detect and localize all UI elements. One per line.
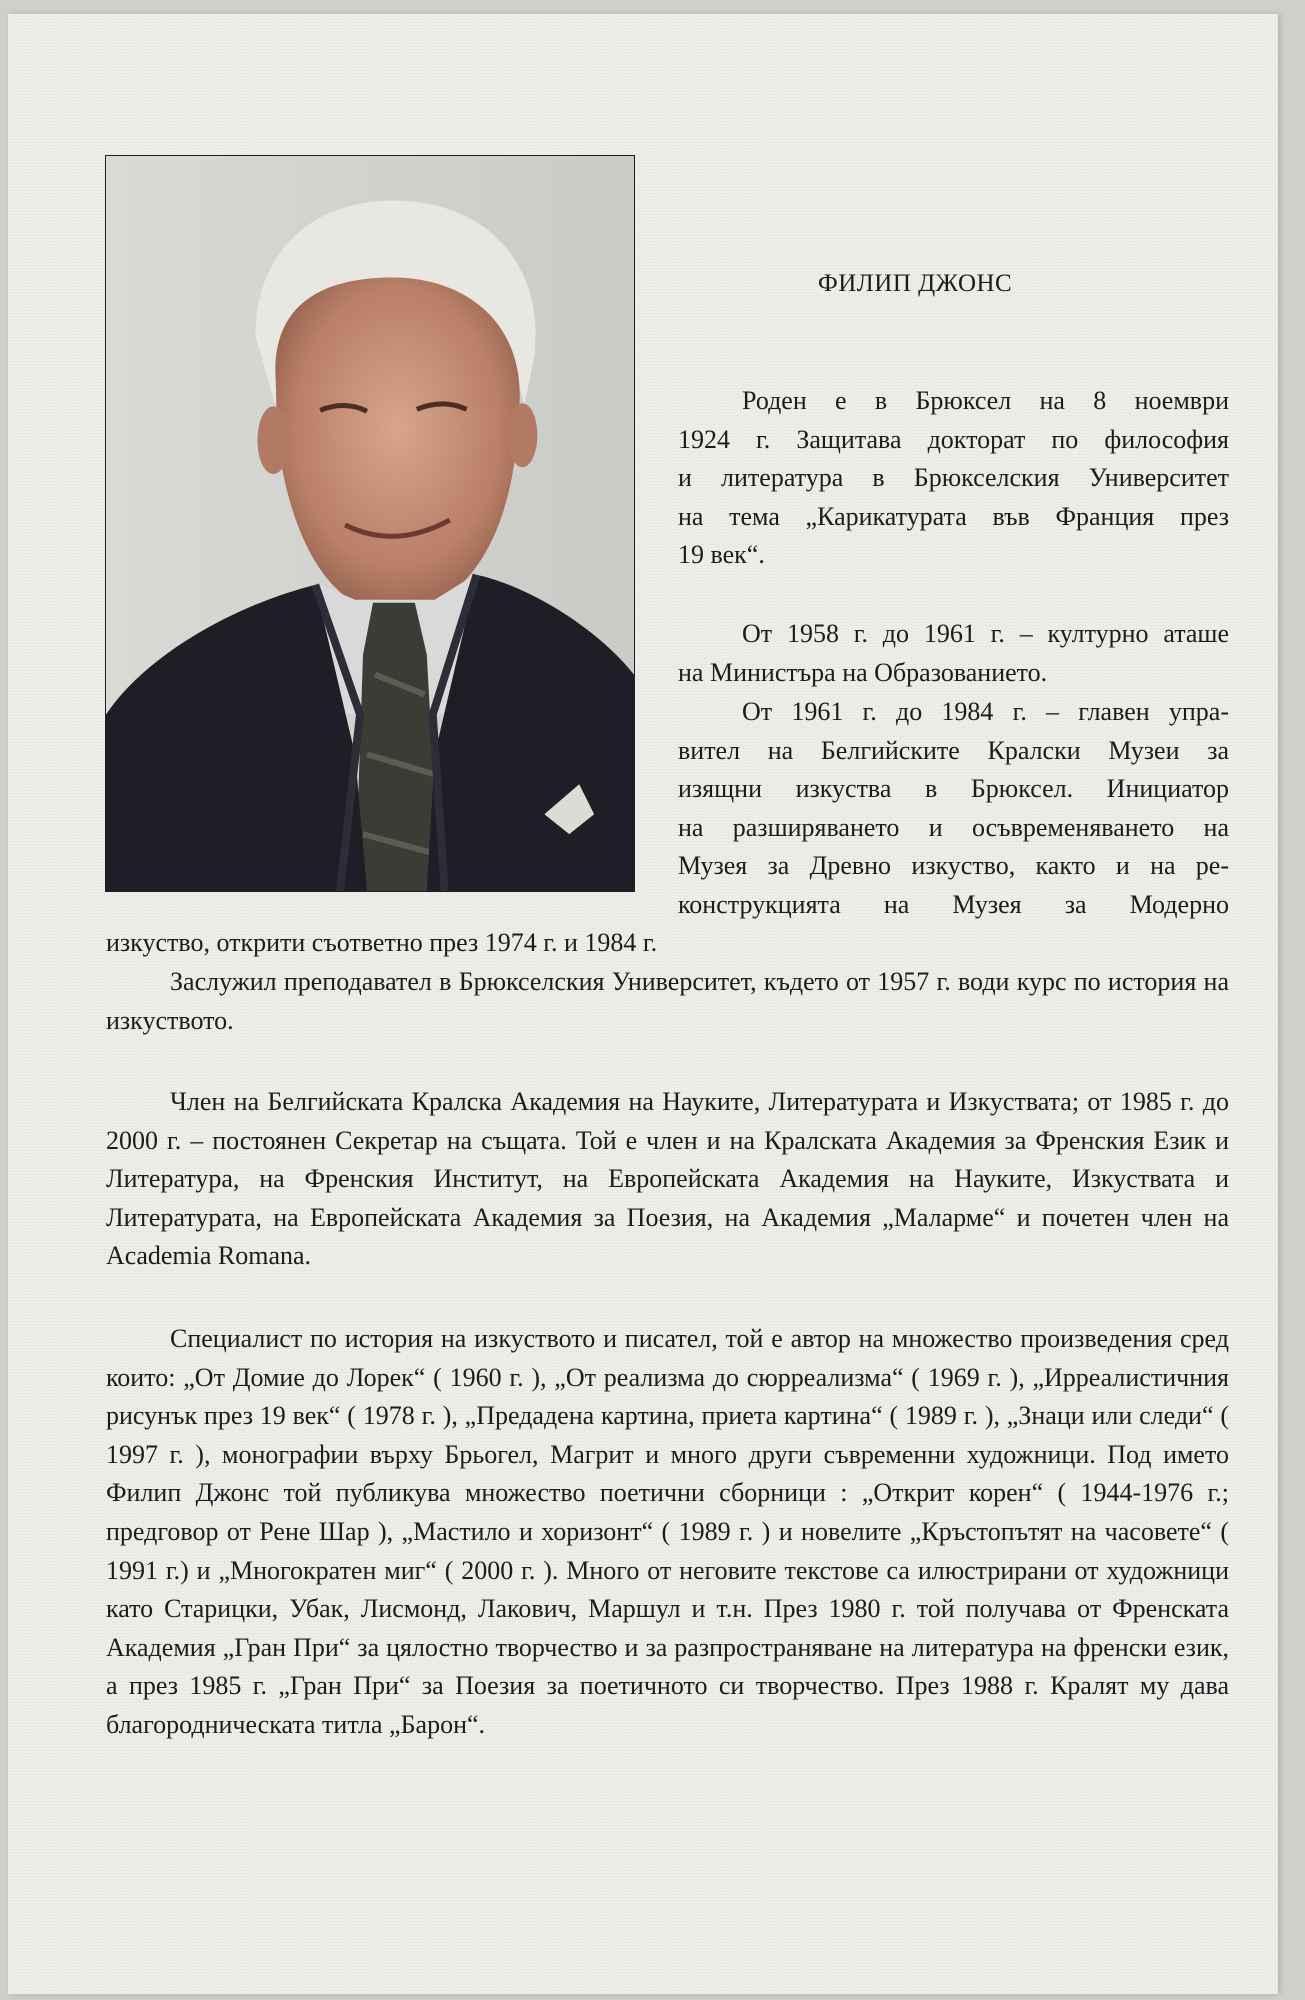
birth-paragraph [678,382,1229,575]
text-line: на тема „Карикатурата във Франция през [678,501,1229,531]
text-line: изкуство, открити съответно през 1974 г. и 1984 г. [106,928,658,957]
attache-paragraph [678,615,1229,692]
text-line: вител на Белгийските Кралски Музеи за [678,735,1229,765]
author-name-heading: ФИЛИП ДЖОНС [818,270,1013,297]
paragraph-text: Специалист по история на изкуството и писател, той е автор на множество произведения сред които: „От Домие до Лорек“ ( 1960 г. ), „От реализма до сюрреализма“ ( 1969 г. ), „Ирреалистичния рисунък през 19 век“ ( 1978 г. ), „Предадена картина, приета картина“ ( 1989 г. ), „Знаци или следи“ ( 1997 г. ), монографии върху Брьогел, Магрит и много други съвременни художници. Под името Филип Джонс той публикува множество поетични сборници : „Открит корен“ ( 1944-1976 г.; предговор от Рене Шар ), „Мастило и хоризонт“ ( 1989 г. ) и новелите „Кръстопътят на часовете“ ( 1991 г.) и „Многократен миг“ ( 2000 г. ). Много от неговите текстове са илюстрирани от художници като Старицки, Убак, Лисмонд, Лакович, Маршул и т.н. През 1980 г. той получава от Френската Академия „Гран При“ за цялостно творчество и за разпространяване на литература на френски език, а през 1985 г. „Гран При“ за Поезия за поетичното си творчество. През 1988 г. Кралят му дава благородническата титла „Барон“. [106,1324,1229,1739]
portrait-image [106,156,634,891]
book-page [8,14,1278,1994]
text-line: Музея за Древно изкуство, както и на ре- [678,851,1229,881]
works-paragraph [106,1320,1229,1745]
text-line: изящни изкуства в Брюксел. Инициатор [678,774,1229,804]
museums-paragraph [678,693,1229,925]
paragraph-text: Заслужил преподавател в Брюкселския Университет, където от 1957 г. води курс по история на изкуството. [106,967,1229,1035]
paragraph-text: Член на Белгийската Кралска Академия на Науките, Литературата и Изкуствата; от 1985 г. до 2000 г. – постоянен Секретар на същата. Той е член и на Кралската Академия за Френския Език и Литература, на Френския Институт, на Европейската Академия на Науките, Изкуствата и Литературата, на Европейската Академия за Поезия, на Академия „Маларме“ и почетен член на Academia Romana. [106,1087,1229,1271]
text-line: От 1958 г. до 1961 г. – културно аташе [742,619,1229,648]
text-line: От 1961 г. до 1984 г. – главен упра- [742,697,1229,726]
text-line: Роден е в Брюксел на 8 ноември [742,386,1229,415]
text-line: 19 век“. [678,540,765,570]
author-portrait-photo [105,155,635,892]
text-line: конструкцията на Музея за Модерно [678,889,1229,919]
text-line: 1924 г. Защитава докторат по философия [678,424,1229,454]
text-line: на Министъра на Образованието. [678,657,1048,687]
teaching-paragraph [106,963,1229,1040]
museums-paragraph-end [106,924,1229,963]
academy-paragraph [106,1083,1229,1276]
text-line: и литература в Брюкселския Университет [678,463,1229,493]
text-line: на разширяването и осъвременяването на [678,812,1229,842]
